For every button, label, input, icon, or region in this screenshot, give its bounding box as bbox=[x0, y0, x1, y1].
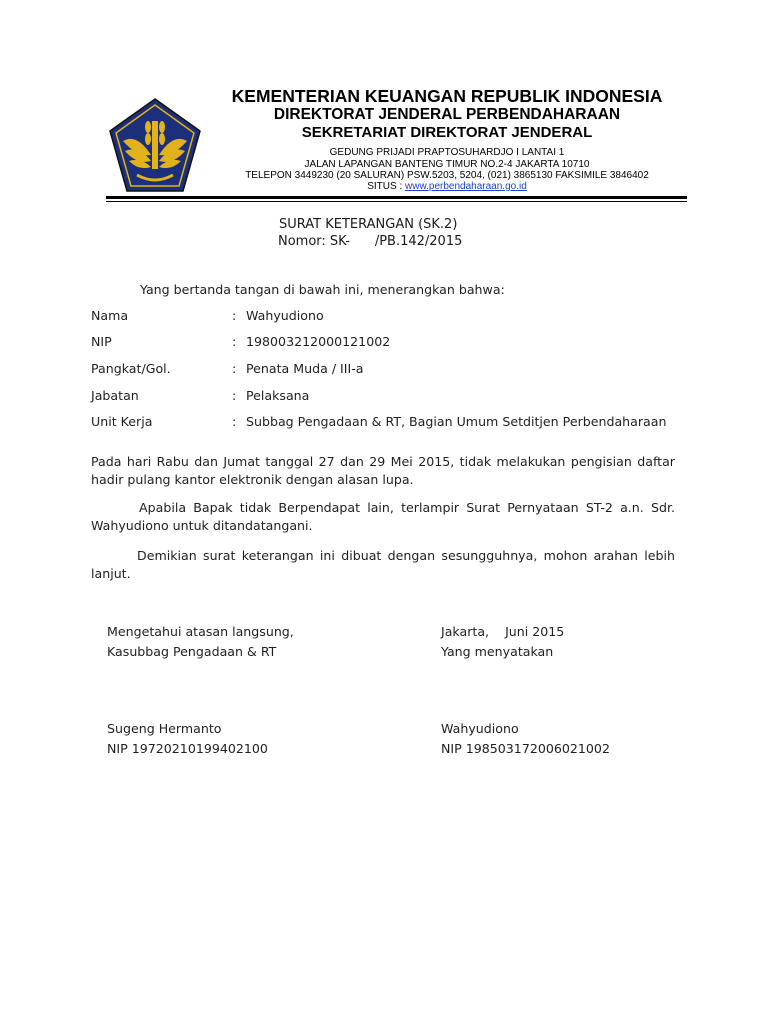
paragraph-closing: Demikian surat keterangan ini dibuat dengan sesungguhnya, mohon arahan lebih lanjut. bbox=[91, 548, 675, 581]
right-signature-name: Wahyudiono bbox=[441, 721, 519, 736]
website-link[interactable]: www.perbendaharaan.go.id bbox=[405, 181, 527, 192]
field-colon: : bbox=[232, 361, 237, 376]
address-line-site bbox=[200, 181, 694, 192]
paragraph-statement: Pada hari Rabu dan Jumat tanggal 27 dan 29 Mei 2015, tidak melakukan pengisian daftar hadir pulang kantor elektronik dengan alasan lupa. bbox=[91, 454, 675, 487]
field-value-unit-kerja: Subbag Pengadaan & RT, Bagian Umum Setditjen Perbendaharaan bbox=[246, 414, 667, 429]
field-colon: : bbox=[232, 334, 237, 349]
field-colon: : bbox=[232, 308, 237, 323]
document-title: SURAT KETERANGAN (SK.2) bbox=[279, 217, 458, 232]
field-value-nip: 198003212000121002 bbox=[246, 334, 391, 349]
letterhead-divider-thick bbox=[106, 196, 687, 199]
ministry-emblem-logo bbox=[107, 97, 203, 197]
field-label-nama: Nama bbox=[91, 308, 129, 323]
right-signature-heading: Yang menyatakan bbox=[441, 644, 554, 659]
field-value-nama: Wahyudiono bbox=[246, 308, 324, 323]
address-line-phone: TELEPON 3449230 (20 SALURAN) PSW.5203, 5204, (021) 3865130 FAKSIMILE 3846402 bbox=[245, 170, 649, 181]
right-signature-nip: NIP 198503172006021002 bbox=[441, 741, 610, 756]
secretariat-name: SEKRETARIAT DIREKTORAT JENDERAL bbox=[301, 124, 593, 141]
field-colon: : bbox=[232, 414, 237, 429]
left-signature-name: Sugeng Hermanto bbox=[107, 721, 222, 736]
field-label-nip: NIP bbox=[91, 334, 112, 349]
left-signature-heading: Mengetahui atasan langsung, bbox=[107, 624, 294, 639]
letterhead-divider-thin bbox=[106, 201, 687, 202]
left-signature-nip: NIP 19720210199402100 bbox=[107, 741, 268, 756]
field-value-pangkat: Penata Muda / III-a bbox=[246, 361, 364, 376]
ministry-name: KEMENTERIAN KEUANGAN REPUBLIK INDONESIA bbox=[231, 86, 663, 106]
field-label-unit-kerja: Unit Kerja bbox=[91, 414, 153, 429]
document-number: Nomor: SK- /PB.142/2015 bbox=[278, 234, 463, 249]
field-colon: : bbox=[232, 388, 237, 403]
right-signature-place-date: Jakarta, Juni 2015 bbox=[441, 624, 565, 639]
intro-sentence: Yang bertanda tangan di bawah ini, menerangkan bahwa: bbox=[140, 282, 505, 297]
site-label: SITUS : bbox=[367, 181, 406, 192]
field-value-jabatan: Pelaksana bbox=[246, 388, 310, 403]
paragraph-attachment: Apabila Bapak tidak Berpendapat lain, terlampir Surat Pernyataan ST-2 a.n. Sdr. Wahyudiono untuk ditandatangani. bbox=[91, 500, 675, 533]
left-signature-position: Kasubbag Pengadaan & RT bbox=[107, 644, 277, 659]
address-line-street: JALAN LAPANGAN BANTENG TIMUR NO.2-4 JAKARTA 10710 bbox=[304, 159, 590, 170]
field-label-jabatan: Jabatan bbox=[91, 388, 139, 403]
directorate-name: DIREKTORAT JENDERAL PERBENDAHARAAN bbox=[273, 106, 621, 123]
address-line-building: GEDUNG PRIJADI PRAPTOSUHARDJO I LANTAI 1 bbox=[329, 147, 565, 158]
field-label-pangkat: Pangkat/Gol. bbox=[91, 361, 171, 376]
